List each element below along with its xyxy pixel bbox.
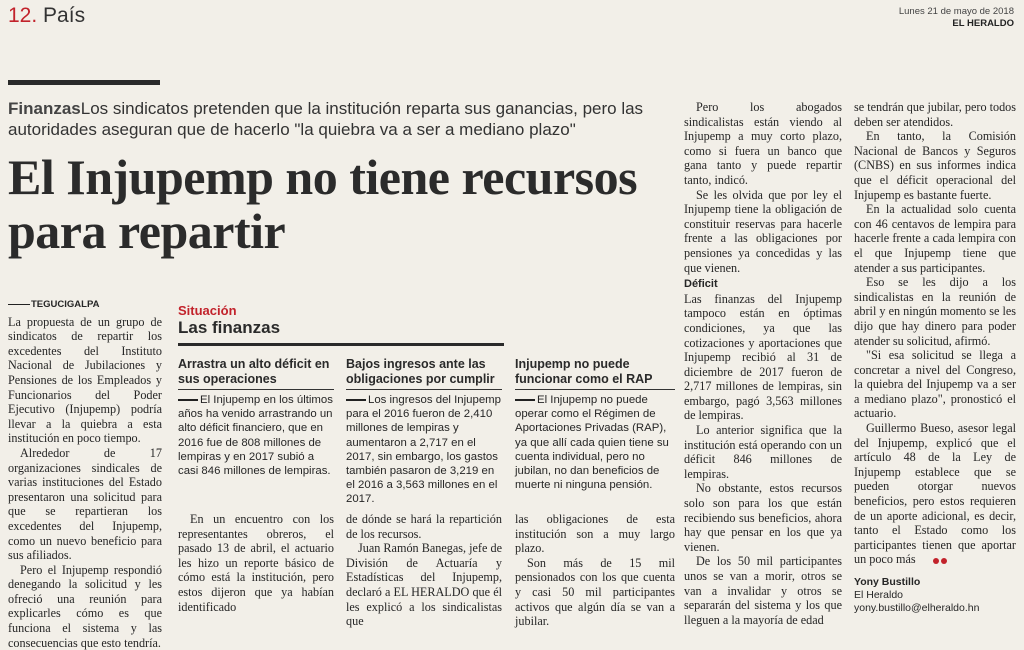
divider: [346, 389, 502, 390]
info-box: [178, 357, 334, 478]
paragraph: "Si esa solicitud se llega a concretar a nivel del Congreso, la quiebra del Injupemp va a ser a mediano plazo", pronosticó el actuario.: [854, 348, 1016, 421]
subhead: [8, 98, 668, 140]
section-name: País: [43, 4, 86, 27]
paragraph: se tendrán que jubilar, pero todos deben ser atendidos.: [854, 100, 1016, 129]
column-6: [854, 100, 1016, 615]
paragraph: Las finanzas del Injupemp tampoco están en óptimas condiciones, ya que las cotizaciones y aportaciones que Injupemp recibió al 31 de diciembre de 2017 fueron de 2,717 millones de lempiras, sin embargo, pagó 3,563 millones de lempiras.: [684, 291, 842, 423]
end-mark-icon: [919, 553, 947, 568]
subhead-kicker: Finanzas: [8, 99, 81, 118]
date-block: [899, 6, 1014, 30]
info-box: [346, 357, 502, 507]
paragraph: [854, 421, 1016, 568]
paragraph: Son más de 15 mil pensionados con los que cuenta y casi 50 mil participantes activos que algún día se van a jubilar.: [515, 555, 675, 629]
subheading-deficit: Déficit: [684, 278, 718, 291]
paragraph: En un encuentro con los representantes obreros, el pasado 13 de abril, el actuario les hizo un reporte básico de cómo está la institución, pero estos dijeron que ya habían identificado: [178, 512, 334, 614]
headline: El Injupemp no tiene recursos para repartir: [8, 149, 638, 259]
issue-date: Lunes 21 de mayo de 2018: [898, 6, 1014, 17]
paragraph: De los 50 mil participantes unos se van a morir, otros se van a invalidar y otros se separarán del sistema y los que lleguen a la mayoría de edad: [684, 554, 842, 627]
paragraph: Se les olvida que por ley el Injupemp tiene la obligación de constituir reservas para hacerle frente a las obligaciones por pensiones ya concedidas y las que vienen.: [684, 187, 842, 275]
column-5: [684, 100, 842, 627]
page-number: 12.: [8, 4, 38, 27]
paragraph: Lo anterior significa que la institución está operando con un déficit 846 millones de lempiras.: [684, 423, 842, 481]
paragraph: Pero el Injupemp respondió denegando la solicitud y les ofreció una reunión para explicarles cómo es que funciona el sistema y las consecuencias que esto tendría.: [8, 562, 162, 650]
paragraph: Pero los abogados sindicalistas están viendo al Injupemp a muy corto plazo, como si fuera un banco que gana tanto y puede repartir tanto, indicó.: [684, 100, 842, 187]
paragraph: En la actualidad solo cuenta con 46 centavos de lempira para hacerle frente a cada lempira con el que Injupemp tiene que atender a sus participantes.: [854, 202, 1016, 275]
info-box-heading: Injupemp no puede funcionar como el RAP: [515, 357, 653, 386]
info-box-heading: Arrastra un alto déficit en sus operaciones: [178, 357, 330, 386]
subhead-text: Los sindicatos pretenden que la institución reparta sus ganancias, pero las autoridades aseguran que de hacerlo "la quiebra va a ser a mediano plazo": [8, 99, 644, 139]
divider: [178, 389, 334, 390]
situacion-rule: [178, 343, 504, 346]
situacion-label: Situación: [178, 303, 237, 318]
column-3: [346, 512, 502, 629]
brand-name: EL HERALDO: [952, 18, 1014, 29]
paragraph: La propuesta de un grupo de sindicatos de repartir los excedentes del Instituto Nacional de Jubilaciones y Pensiones de los Empleados y Funcionarios del Poder Ejecutivo (Injupemp) podría llevar a la quiebra a esta institución en poco tiempo.: [8, 314, 162, 446]
section-label: [8, 4, 85, 28]
column-4: [515, 512, 675, 629]
info-box-text: El Injupemp no puede operar como el Régimen de Aportaciones Privadas (RAP), ya que allí cada quien tiene su cuenta individual, pero no jubilan, no dan beneficios de muerte ni ninguna pensión.: [515, 393, 675, 492]
paragraph: Juan Ramón Banegas, jefe de División de Actuaría y Estadísticas del Injupemp, declaró a EL HERALDO que él les explicó a los sindicalistas que: [346, 541, 502, 629]
paragraph: Alrededor de 17 organizaciones sindicales de varias instituciones del Estado presentaron una solicitud para que se repartieran los excedentes del Injupemp, como un nuevo beneficio para sus afiliados.: [8, 445, 162, 563]
column-1: [8, 298, 162, 650]
paragraph: de dónde se hará la repartición de los recursos.: [346, 512, 502, 541]
info-box-heading: Bajos ingresos ante las obligaciones por cumplir: [346, 357, 495, 386]
situacion-title: Las finanzas: [178, 318, 281, 337]
column-2: [178, 512, 334, 614]
author-outlet: El Heraldo: [854, 588, 904, 601]
paragraph: No obstante, estos recursos solo son para los que están recibiendo sus beneficios, ahora hay que pensar en los que ya vienen.: [684, 481, 842, 554]
divider: [515, 389, 675, 390]
paragraph: las obligaciones de esta institución son a muy largo plazo.: [515, 512, 675, 556]
signature: [854, 576, 1016, 615]
closing-text: Guillermo Bueso, asesor legal del Injupemp, explicó que el artículo 48 de la Ley de Injupemp establece que se pueden otorgar nuevos beneficios, pero estos requieren de un aporte adicional, es decir, tanto el Estado como los participantes tienen que aportar un poco más: [854, 421, 1016, 567]
dateline: TEGUCIGALPA: [8, 298, 162, 313]
info-box-text: El Injupemp en los últimos años ha venido arrastrando un alto déficit financiero, que en 2016 fue de 808 millones de lempiras y en 2017 subió a casi 846 millones de lempiras.: [178, 394, 333, 478]
info-box-text: Los ingresos del Injupemp para el 2016 fueron de 2,410 millones de lempiras y aumentaron a 2,717 en el 2017, sin embargo, los gastos también pasaron de 3,219 en el 2016 a 3,563 millones en el 2017.: [346, 394, 501, 506]
paragraph: Eso se les dijo a los sindicalistas en la reunión de abril y en ningún momento se les dijo que hay dinero para poder atender su solicitud, afirmó.: [854, 275, 1016, 348]
paragraph: En tanto, la Comisión Nacional de Bancos y Seguros (CNBS) en sus informes indica que el déficit operacional del Injupemp es bastante fuerte.: [854, 129, 1016, 202]
info-box: [515, 357, 675, 492]
author-email: yony.bustillo@elheraldo.hn: [854, 601, 980, 614]
top-rule: [8, 80, 160, 85]
author-name: Yony Bustillo: [854, 575, 921, 588]
